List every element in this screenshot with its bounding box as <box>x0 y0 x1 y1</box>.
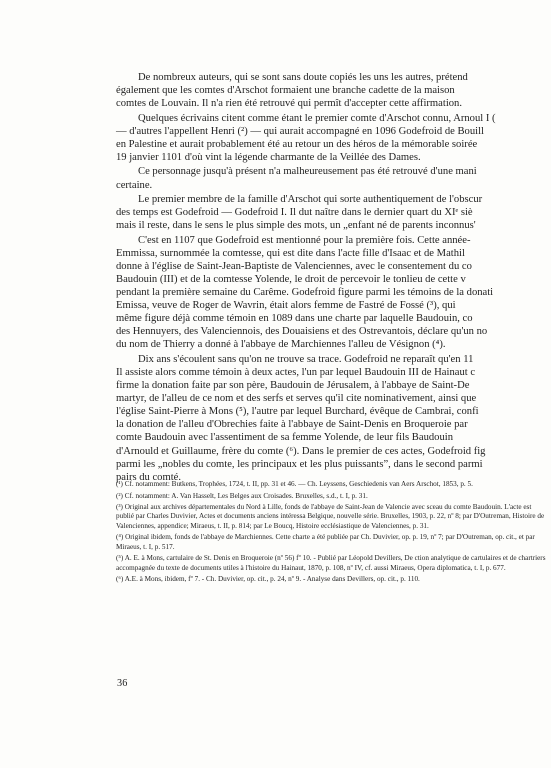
footnote: (³) Original aux archives départementales du Nord à Lille, fonds de l'abbaye de Saint-Jean de Valencie avec sceau du comte Baudouin. L'acte est publié par Charles Duvivier, Actes et documents anciens intéressa Belgique, nouvelle série. Bruxelles, 1903, p. 22, nº 8; par D'Outreman, Histoire de Valenciennes, appendice; Miraeus, t. II, p. 814; par Le Boucq, Histoire ecclésiastique de Valenciennes, p. 31. <box>116 503 545 530</box>
text-line: la donation de l'alleu d'Obrechies faite à l'abbaye de Saint-Denis en Broqueroie par <box>116 419 468 431</box>
footnote: (⁵) A. E. à Mons, cartulaire de St. Denis en Broqueroie (nº 56) fº 10. - Publié par Léopold Devillers, De ction analytique de cartulaires et de chartriers accompagnée du texte de documents utiles à l'histoire du Hainaut, 1870, p. 108, nº IV, cf. aussi Miraeus, Opera diplomatica, t. I, p. 677. <box>116 554 546 572</box>
text-line: Baudouin (III) et de la comtesse Yolende, le droit de percevoir le tonlieu de cette v <box>116 273 466 285</box>
text-line: Ce personnage jusqu'à présent n'a malheureusement pas été retrouvé d'une mani <box>138 166 477 178</box>
text-line: martyr, de l'alleu de ce nom et des serfs et serves qu'il cite nominativement, ainsi que <box>116 393 477 405</box>
text-line: même figure déjà comme témoin en 1089 dans une charte par laquelle Baudouin, co <box>116 313 473 325</box>
footnote: (¹) Cf. notamment: Butkens, Trophées, 1724, t. II, pp. 31 et 46. — Ch. Leyssens, Geschiedenis van Aers Arschot, 1853, p. 5. <box>116 480 473 488</box>
paragraph-6 <box>116 353 551 484</box>
text-line: De nombreux auteurs, qui se sont sans doute copiés les uns les autres, prétend <box>138 72 468 83</box>
text-line: C'est en 1107 que Godefroid est mentionné pour la première fois. Cette année- <box>138 234 471 246</box>
text-line: firme la donation faite par son père, Baudouin de Jérusalem, à l'abbaye de Saint-De <box>116 380 470 392</box>
text-line: des Hennuyers, des Valenciennois, des Douaisiens et des Ostrevantois, déclare qu'un no <box>116 326 488 338</box>
paragraph-3 <box>116 165 551 191</box>
text-line: du nom de Thierry a donné à l'abbaye de Marchiennes l'alleu de Vésignon (⁴). <box>116 339 446 351</box>
text-line: Emmissa, surnommée la comtesse, qui est dite dans l'acte fille d'Isaac et de Mathil <box>116 247 465 259</box>
text-line: l'église Saint-Pierre à Mons (⁵), l'autre par lequel Burchard, évêque de Cambrai, confi <box>116 406 479 418</box>
text-line: Il assiste alors comme témoin à deux actes, l'un par lequel Baudouin III de Hainaut c <box>116 367 476 379</box>
text-line: comte Baudouin avec l'assentiment de sa femme Yolende, de leur fils Baudouin <box>116 432 454 444</box>
text-line: Le premier membre de la famille d'Arschot qui sorte authentiquement de l'obscur <box>138 194 483 206</box>
paragraph-1 <box>116 71 551 110</box>
text-line: Dix ans s'écoulent sans qu'on ne trouve sa trace. Godefroid ne reparaît qu'en 11 <box>138 353 474 365</box>
main-text <box>116 71 551 485</box>
page-number: 36 <box>117 678 128 689</box>
text-line: mais il reste, dans le sens le plus simple des mots, un „enfant né de parents inconnus' <box>116 220 476 232</box>
text-line: en Palestine et aurait probablement été au retour un des héros de la mémorable soirée <box>116 138 478 150</box>
paragraph-4 <box>116 193 551 232</box>
text-line: parmi les „nobles du comte, les principaux et les plus puissants”, dans le second parmi <box>116 458 483 470</box>
text-line: d'Arnould et Guillaume, frère du comte (⁶). Dans le premier de ces actes, Godefroid fig <box>116 445 486 457</box>
text-line: également que les comtes d'Arschot formaient une branche cadette de la maison <box>116 85 455 97</box>
footnote: (²) Cf. notamment: A. Van Hasselt, Les Belges aux Croisades. Bruxelles, s.d., t. I, p. 31. <box>116 491 368 500</box>
text-line: Quelques écrivains citent comme étant le premier comte d'Arschot connu, Arnoul I ( <box>138 112 496 124</box>
text-line: certaine. <box>116 179 153 191</box>
text-line: comtes de Louvain. Il n'a rien été retrouvé qui permît d'accepter cette affirmation. <box>116 98 463 110</box>
paragraph-5 <box>116 234 551 352</box>
text-line: pendant la première semaine du Carême. Godefroid figure parmi les témoins de la donati <box>116 287 494 299</box>
paragraph-2 <box>116 112 551 164</box>
text-line: donne à l'église de Saint-Jean-Baptiste de Valenciennes, avec le consentement du co <box>116 260 472 272</box>
footnote: (⁴) Original ibidem, fonds de l'abbaye de Marchiennes. Cette charte a été publiée par Ch. Duvivier, op. p. 19, nº 7; par D'Outreman, op. cit., et par Miraeus, t. I, p. 517. <box>116 533 535 551</box>
text-line: — d'autres l'appellent Henri (²) — qui aurait accompagné en 1096 Godefroid de Bouill <box>116 125 484 137</box>
footnote: (⁶) A.E. à Mons, ibidem, fº 7. - Ch. Duvivier, op. cit., p. 24, nº 9. - Analyse dans Devillers, op. cit., p. 110. <box>116 575 420 584</box>
text-line: pairs du comté. <box>116 471 182 483</box>
footnotes <box>116 480 551 587</box>
text-line: Emissa, veuve de Roger de Wavrin, était alors femme de Fastré de Fossé (³), qui <box>116 300 456 312</box>
text-line: des temps est Godefroid — Godefroid I. Il dut naître dans le dernier quart du XIᵉ siè <box>116 207 473 219</box>
text-line: 19 janvier 1101 d'où vint la légende charmante de la Veillée des Dames. <box>116 151 421 163</box>
